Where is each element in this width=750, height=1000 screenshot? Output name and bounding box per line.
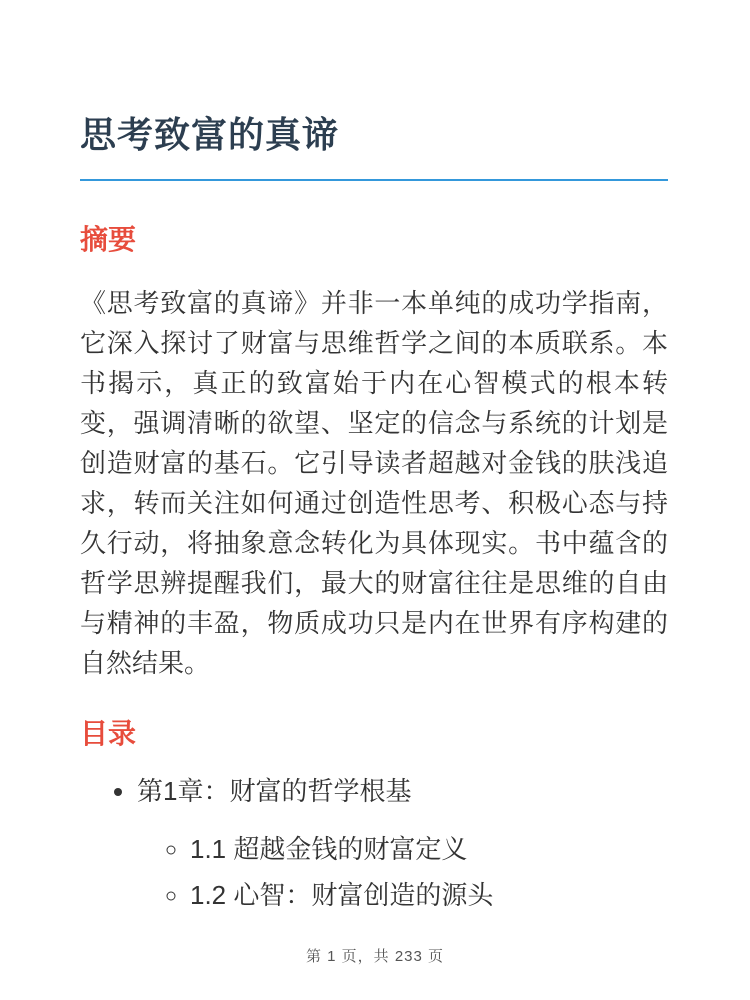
title-divider — [80, 179, 668, 181]
toc-section-item: ◦ 1.2 心智：财富创造的源头 — [190, 878, 668, 912]
toc-section-item: ◦ 1.1 超越金钱的财富定义 — [190, 832, 668, 866]
page-title: 思考致富的真谛 — [80, 114, 340, 155]
toc-sublist — [137, 832, 668, 912]
page-number: 第 1 页，共 233 页 — [305, 948, 445, 965]
page-footer — [0, 945, 750, 966]
toc-list — [80, 774, 668, 912]
toc-heading: 目录 — [80, 717, 137, 749]
toc-chapter-item — [137, 774, 668, 912]
summary-text: 《思考致富的真谛》并非一本单纯的成功学指南，它深入探讨了财富与思维哲学之间的本质联系。本书揭示，真正的致富始于内在心智模式的根本转变，强调清晰的欲望、坚定的信念与系统的计划是创造财富的基石。它引导读者超越对金钱的肤浅追求，转而关注如何通过创造性思考、积极心态与持久行动，将抽象意念转化为具体现实。书中蕴含的哲学思辨提醒我们，最大的财富往往是思维的自由与精神的丰盈，物质成功只是内在世界有序构建的自然结果。 — [80, 287, 668, 678]
toc-chapter-label: 第1章：财富的哲学根基 — [137, 776, 412, 807]
summary-heading: 摘要 — [80, 224, 137, 255]
